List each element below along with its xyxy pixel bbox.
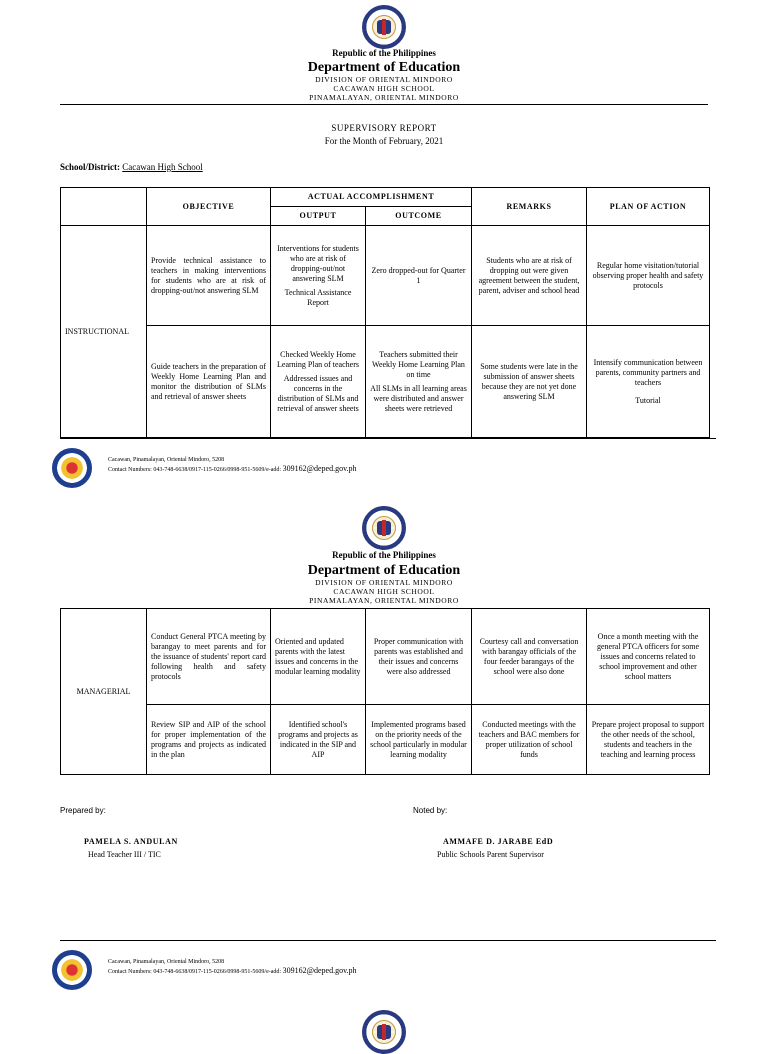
objective-cell: Conduct General PTCA meeting by barangay to meet parents and for the issuance of students' report card following health and safety protocols (147, 609, 271, 705)
plan-text: Intensify communication between parents, community partners and teachers (593, 357, 703, 387)
col-objective: OBJECTIVE (147, 188, 271, 226)
school-district-value: Cacawan High School (122, 162, 203, 172)
output-cell (271, 326, 366, 438)
empty-header-cell (61, 188, 147, 226)
school-district-label: School/District: (60, 162, 120, 172)
noted-title: Public Schools Parent Supervisor (437, 850, 544, 859)
table-row (61, 326, 710, 438)
footer-contact-label: Contact Numbers: 043-748-6638/0917-115-0266/0998-951-5609/e-add: (108, 467, 282, 473)
objective-cell: Guide teachers in the preparation of Weekly Home Learning Plan and monitor the distribution of SLMs and retrieval of answer sheets (147, 326, 271, 438)
outcome-cell: Implemented programs based on the priority needs of the school particularly in modular learning modality (366, 705, 472, 775)
footer-email: 309162@deped.gov.ph (282, 464, 357, 473)
output-cell: Oriented and updated parents with the latest issues and concerns in the modular learning modality (271, 609, 366, 705)
remarks-cell: Courtesy call and conversation with barangay officials of the four feeder barangays of the school were also done (472, 609, 587, 705)
school-text: CACAWAN HIGH SCHOOL (333, 587, 435, 596)
col-remarks: REMARKS (472, 188, 587, 226)
output-text: Interventions for students who are at risk of dropping-out/not answering SLM (277, 243, 359, 283)
table-row (61, 705, 710, 775)
footer-contact (108, 465, 357, 474)
deped-seal-logo (362, 5, 406, 49)
plan-cell: Regular home visitation/tutorial observing proper health and safety protocols (587, 226, 710, 326)
plan-cell: Once a month meeting with the general PTCA officers for some issues and concerns related to school improvement and other school matters (587, 609, 710, 705)
footer-contact-label: Contact Numbers: 043-748-6638/0917-115-0266/0998-951-5609/e-add: (108, 969, 282, 975)
republic-text: Republic of the Philippines (332, 48, 436, 58)
table-row (61, 609, 710, 705)
category-instructional: INSTRUCTIONAL (61, 226, 147, 438)
deped-seal-logo (362, 1010, 406, 1054)
category-managerial: MANAGERIAL (61, 609, 147, 775)
remarks-cell: Conducted meetings with the teachers and BAC members for proper utilization of school funds (472, 705, 587, 775)
republic-text: Republic of the Philippines (332, 550, 436, 560)
prepared-title: Head Teacher III / TIC (88, 850, 161, 859)
noted-by-label: Noted by: (413, 806, 448, 815)
footer-divider (60, 940, 716, 941)
school-logo (52, 448, 92, 488)
department-title: Department of Education (307, 60, 461, 75)
outcome-text: Teachers submitted their Weekly Home Learning Plan on time (372, 349, 465, 379)
col-outcome: OUTCOME (366, 207, 472, 226)
footer-address: Cacawan, Pinamalayan, Oriental Mindoro, 5208 (108, 959, 225, 965)
footer-divider (60, 438, 716, 439)
header-divider (60, 104, 708, 105)
output-text: Checked Weekly Home Learning Plan of teachers (277, 349, 359, 369)
outcome-text: All SLMs in all learning areas were distributed and answer sheets were retrieved (370, 383, 467, 413)
col-plan-of-action: PLAN OF ACTION (587, 188, 710, 226)
school-district-line (60, 162, 203, 172)
output-cell (271, 226, 366, 326)
instructional-table (60, 187, 710, 438)
footer-email: 309162@deped.gov.ph (282, 966, 357, 975)
noted-name: AMMAFE D. JARABE EdD (443, 837, 554, 846)
location-text: PINAMALAYAN, ORIENTAL MINDORO (309, 596, 459, 605)
objective-cell: Review SIP and AIP of the school for proper implementation of the programs and projects as indicated in the plan (147, 705, 271, 775)
department-title: Department of Education (307, 563, 461, 578)
location-text: PINAMALAYAN, ORIENTAL MINDORO (309, 93, 459, 102)
remarks-cell: Some students were late in the submission of answer sheets because they are not yet done answering SLM (472, 326, 587, 438)
prepared-by-label: Prepared by: (60, 806, 106, 815)
outcome-cell: Proper communication with parents was established and their issues and concerns were also addressed (366, 609, 472, 705)
col-actual-accomplishment: ACTUAL ACCOMPLISHMENT (271, 188, 472, 207)
table-row (61, 226, 710, 326)
division-text: DIVISION OF ORIENTAL MINDORO (315, 75, 453, 84)
school-text: CACAWAN HIGH SCHOOL (333, 84, 435, 93)
output-cell: Identified school's programs and projects as indicated in the SIP and AIP (271, 705, 366, 775)
division-text: DIVISION OF ORIENTAL MINDORO (315, 578, 453, 587)
managerial-table (60, 608, 710, 775)
plan-text: Tutorial (635, 395, 661, 405)
output-text: Technical Assistance Report (284, 287, 352, 307)
remarks-cell: Students who are at risk of dropping out were given agreement between the student, parent, adviser and school head (472, 226, 587, 326)
report-title: SUPERVISORY REPORT (331, 123, 437, 133)
report-month: For the Month of February, 2021 (324, 136, 444, 146)
footer-contact (108, 967, 357, 976)
outcome-cell (366, 326, 472, 438)
deped-seal-logo (362, 506, 406, 550)
plan-cell: Prepare project proposal to support the other needs of the school, students and teachers in the teaching and learning process (587, 705, 710, 775)
school-logo (52, 950, 92, 990)
col-output: OUTPUT (271, 207, 366, 226)
outcome-cell: Zero dropped-out for Quarter 1 (366, 226, 472, 326)
objective-cell: Provide technical assistance to teachers in making interventions for students who are at risk of dropping-out/not answering SLM (147, 226, 271, 326)
prepared-name: PAMELA S. ANDULAN (84, 837, 178, 846)
plan-cell (587, 326, 710, 438)
footer-address: Cacawan, Pinamalayan, Oriental Mindoro, 5208 (108, 457, 225, 463)
output-text: Addressed issues and concerns in the distribution of SLMs and retrieval of answer sheets (277, 373, 359, 413)
